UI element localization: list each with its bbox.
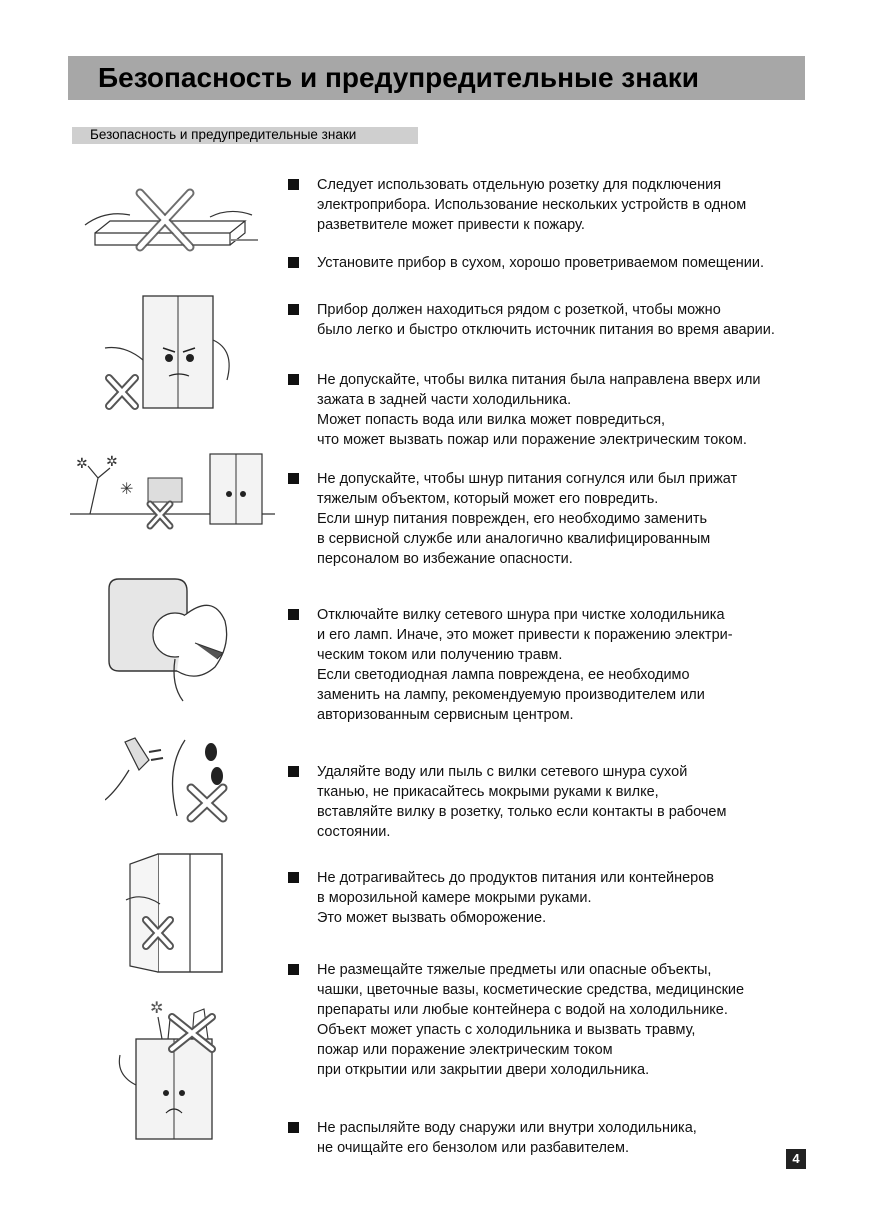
bullet-icon [288,964,299,975]
list-item [288,605,848,727]
item-text: Прибор должен находиться рядом с розеткой, чтобы можно было легко и быстро отключить источник питания во время аварии. [317,302,775,338]
bullet-icon [288,872,299,883]
power-strip-illustration [80,185,260,260]
freezer-wet-hands-illustration [120,848,230,978]
section-header [72,127,418,144]
bullet-icon [288,179,299,190]
item-text: Не распыляйте воду снаружи или внутри холодильника, не очищайте его бензолом или разбавителем. [317,1120,697,1156]
list-item [288,469,848,571]
list-item [288,960,848,1082]
bullet-icon [288,609,299,620]
list-item [288,762,848,844]
wet-hands-illustration [105,730,235,825]
page-title: Безопасность и предупредительные знаки [98,62,699,93]
section-title: Безопасность и предупредительные знаки [90,127,357,142]
cord-pressed-illustration [70,448,275,530]
objects-on-fridge-illustration [112,995,227,1145]
bullet-icon [288,473,299,484]
bullet-icon [288,257,299,268]
svg-text:✳: ✳ [120,481,134,498]
list-item [288,253,848,275]
item-text: Не дотрагивайтесь до продуктов питания или контейнеров в морозильной камере мокрыми руками. Это может вызвать обморожение. [317,870,715,926]
item-text: Следует использовать отдельную розетку для подключения электроприбора. Использование нескольких устройств в одном разветвителе может привести к пожару. [317,177,747,233]
item-text: Не допускайте, чтобы шнур питания согнулся или был прижат тяжелым объектом, который может его повредить. Если шнур питания поврежден, его необходимо заменить в сервисной службе или аналогично квалифицированным персоналом во избежание опасности. [317,471,738,567]
item-text: Отключайте вилку сетевого шнура при чистке холодильника и его ламп. Иначе, это может привести к поражению электри- ческим током или получению травм. Если светодиодная лампа повреждена, ее необходимо заменить на лампу, рекомендуемую производителем или авторизованным сервисным центром. [317,607,733,723]
item-text: Не допускайте, чтобы вилка питания была направлена вверх или зажата в задней части холодильника. Может попасть вода или вилка может повредиться, что может вызвать пожар или поражение электрическим током. [317,372,761,448]
page-number: 4 [786,1149,806,1169]
bullet-icon [288,304,299,315]
svg-text:✲: ✲ [150,1000,164,1017]
unplug-illustration [105,575,240,705]
item-text: Установите прибор в сухом, хорошо проветриваемом помещении. [317,255,764,271]
bullet-icon [288,1122,299,1133]
svg-text:✲: ✲ [106,453,118,469]
svg-text:✲: ✲ [76,455,88,471]
list-item [288,175,848,237]
list-item [288,370,848,452]
item-text: Удаляйте воду или пыль с вилки сетевого шнура сухой тканью, не прикасайтесь мокрыми руками к вилке, вставляйте вилку в розетку, только если контакты в рабочем состоянии. [317,764,727,840]
list-item [288,300,848,342]
bullet-icon [288,766,299,777]
list-item [288,1118,848,1160]
title-bar [68,56,805,100]
bullet-icon [288,374,299,385]
fridge-near-socket-illustration [95,290,255,415]
list-item [288,868,848,930]
item-text: Не размещайте тяжелые предметы или опасные объекты, чашки, цветочные вазы, косметические средства, медицинские препараты или любые контейнера с водой на холодильнике. Объект может упасть с холодильника и вызвать травму, пожар или поражение электрическим током при открытии или закрытии двери холодильника. [317,962,745,1078]
